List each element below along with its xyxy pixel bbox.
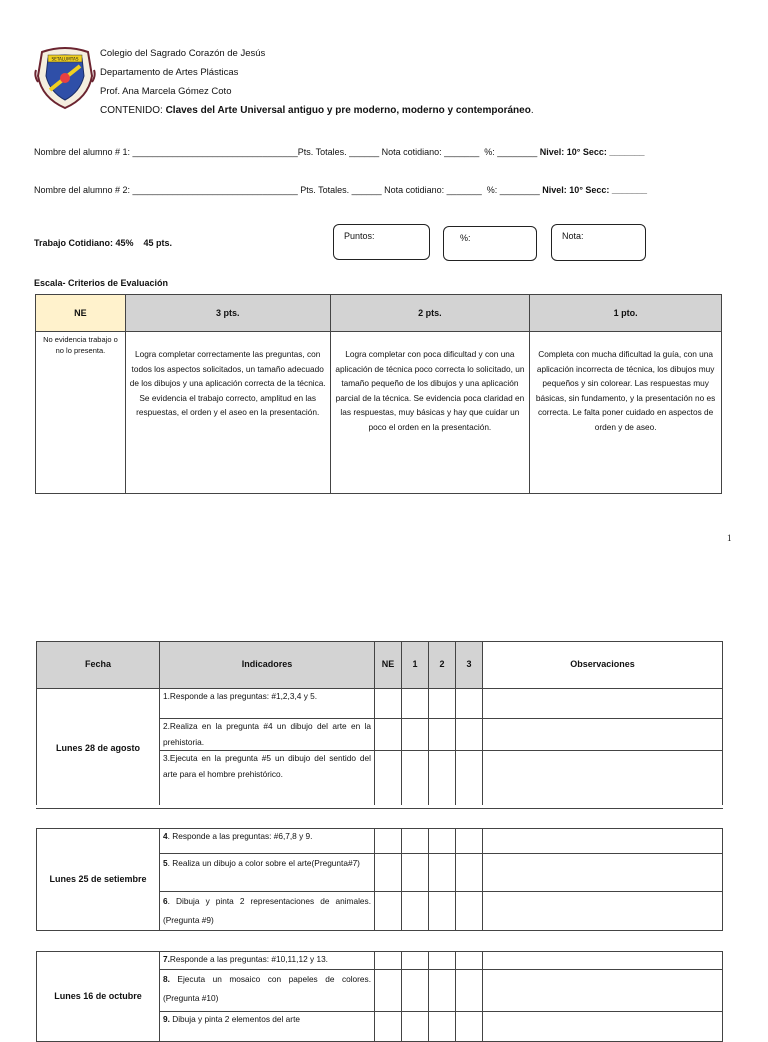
fecha-cell: Lunes 25 de setiembre xyxy=(37,829,160,931)
rubric-cell-2pts: Logra completar con poca dificultad y con una aplicación de técnica poco correcta lo solicitado, un tamaño pequeño de los dibujos y una aplicación parcial de la técnica. Se evidencia poca claridad en las respuestas, muy básicas y hay que cuidar un poco el orden en la presentación. xyxy=(330,332,530,494)
nota-box[interactable]: Nota: xyxy=(551,224,646,261)
score-ne-cell[interactable] xyxy=(375,1012,402,1042)
score-ne-cell[interactable] xyxy=(375,952,402,970)
student-2-line xyxy=(34,185,647,195)
student-2-pct[interactable]: %: ________ xyxy=(486,185,540,195)
indicator-text: Responde a las preguntas: #10,11,12 y 13. xyxy=(169,954,328,964)
rubric-criteria-row xyxy=(36,332,722,494)
table-row xyxy=(37,952,723,970)
observaciones-cell[interactable] xyxy=(483,892,723,931)
header-fecha: Fecha xyxy=(37,642,160,689)
score-1-cell[interactable] xyxy=(402,689,429,719)
rubric-header-2pts: 2 pts. xyxy=(330,295,530,332)
observaciones-cell[interactable] xyxy=(483,719,723,751)
score-2-cell[interactable] xyxy=(429,892,456,931)
table-row xyxy=(37,689,723,719)
score-ne-cell[interactable] xyxy=(375,970,402,1012)
page-break-mask xyxy=(30,805,730,808)
header-ne: NE xyxy=(375,642,402,689)
indicator-cell xyxy=(160,952,375,970)
indicators-table-2 xyxy=(36,828,723,931)
content-value: Claves del Arte Universal antiguo y pre moderno, moderno y contemporáneo xyxy=(165,105,531,116)
content-line xyxy=(100,105,534,117)
teacher-name: Prof. Ana Marcela Gómez Coto xyxy=(100,86,232,97)
rubric-header-ne: NE xyxy=(36,295,126,332)
score-1-cell[interactable] xyxy=(402,1012,429,1042)
header-indicadores: Indicadores xyxy=(160,642,375,689)
rubric-cell-3pts: Logra completar correctamente las preguntas, con todos los aspectos solicitados, un tamaño adecuado de los dibujos y una aplicación correcta de la técnica. Se evidencia el trabajo correcto, amplitud en las respuestas, el orden y el aseo en la presentación. xyxy=(125,332,330,494)
indicators-table-3 xyxy=(36,951,723,1042)
indicator-text: . Realiza un dibujo a color sobre el arte(Pregunta#7) xyxy=(167,858,360,868)
indicator-number: 5 xyxy=(163,858,168,868)
score-2-cell[interactable] xyxy=(429,751,456,809)
indicator-cell xyxy=(160,854,375,892)
score-1-cell[interactable] xyxy=(402,751,429,809)
indicator-text: Dibuja y pinta 2 elementos del arte xyxy=(169,1014,300,1024)
trabajo-cotidiano xyxy=(34,238,172,248)
score-3-cell[interactable] xyxy=(456,952,483,970)
department-name: Departamento de Artes Plásticas xyxy=(100,67,239,78)
score-3-cell[interactable] xyxy=(456,689,483,719)
student-1-name[interactable]: Nombre del alumno # 1: _________________________________ xyxy=(34,147,298,157)
score-1-cell[interactable] xyxy=(402,829,429,854)
score-1-cell[interactable] xyxy=(402,854,429,892)
score-2-cell[interactable] xyxy=(429,1012,456,1042)
indicator-cell xyxy=(160,829,375,854)
student-2-nivel[interactable]: Nivel: 10° Secc: _______ xyxy=(542,185,647,195)
indicator-text: . Dibuja y pinta 2 representaciones de animales.(Pregunta #9) xyxy=(163,896,371,925)
score-3-cell[interactable] xyxy=(456,892,483,931)
observaciones-cell[interactable] xyxy=(483,829,723,854)
header-observaciones: Observaciones xyxy=(483,642,723,689)
fecha-cell: Lunes 28 de agosto xyxy=(37,689,160,809)
indicator-text: Ejecuta un mosaico con papeles de colores. (Pregunta #10) xyxy=(163,974,371,1003)
trabajo-label: Trabajo Cotidiano: 45% xyxy=(34,238,134,248)
indicator-cell xyxy=(160,970,375,1012)
indicator-cell xyxy=(160,719,375,751)
content-end: . xyxy=(530,105,534,116)
observaciones-cell[interactable] xyxy=(483,952,723,970)
header-2: 2 xyxy=(429,642,456,689)
score-ne-cell[interactable] xyxy=(375,829,402,854)
score-2-cell[interactable] xyxy=(429,952,456,970)
rubric-header-row xyxy=(36,295,722,332)
svg-text:SETALUMTAS: SETALUMTAS xyxy=(51,56,79,62)
indicators-table-1 xyxy=(36,641,723,809)
indicator-number: 9. xyxy=(163,1014,170,1024)
score-ne-cell[interactable] xyxy=(375,751,402,809)
percent-box[interactable]: %: xyxy=(443,226,537,261)
indicator-number: 1. xyxy=(163,691,170,701)
indicator-text: Responde a las preguntas: #1,2,3,4 y 5. xyxy=(169,691,318,701)
rubric-header-1pto: 1 pto. xyxy=(530,295,722,332)
page-number: 1 xyxy=(727,533,732,543)
rubric-header-3pts: 3 pts. xyxy=(125,295,330,332)
escala-title: Escala- Criterios de Evaluación xyxy=(34,278,169,288)
rubric-cell-1pto: Completa con mucha dificultad la guía, con una aplicación incorrecta de técnica, los dibujos muy pequeños y sin colorear. Las respuestas muy básicas, sin fundamento, y la presentación no es correcta. Le falta poner cuidado en aspectos de orden y de aseo. xyxy=(530,332,722,494)
score-3-cell[interactable] xyxy=(456,751,483,809)
indicator-text: Realiza en la pregunta #4 un dibujo del arte en la prehistoria. xyxy=(163,721,371,747)
indicators-header-row xyxy=(37,642,723,689)
header-1: 1 xyxy=(402,642,429,689)
score-2-cell[interactable] xyxy=(429,970,456,1012)
student-1-nivel[interactable]: Nivel: 10° Secc: _______ xyxy=(539,147,645,157)
indicator-number: 7. xyxy=(163,954,170,964)
school-crest-logo xyxy=(34,46,96,110)
rubric-cell-ne: No evidencia trabajo o no lo presenta. xyxy=(36,332,126,494)
score-3-cell[interactable] xyxy=(456,1012,483,1042)
score-3-cell[interactable] xyxy=(456,970,483,1012)
header-3: 3 xyxy=(456,642,483,689)
score-ne-cell[interactable] xyxy=(375,719,402,751)
table-row xyxy=(37,829,723,854)
score-ne-cell[interactable] xyxy=(375,689,402,719)
observaciones-cell[interactable] xyxy=(483,970,723,1012)
student-1-line xyxy=(34,147,644,157)
score-1-cell[interactable] xyxy=(402,952,429,970)
score-2-cell[interactable] xyxy=(429,854,456,892)
indicator-number: 2. xyxy=(163,721,170,731)
student-1-pct[interactable]: %: ________ xyxy=(484,147,538,157)
score-3-cell[interactable] xyxy=(456,829,483,854)
score-1-cell[interactable] xyxy=(402,892,429,931)
indicator-cell xyxy=(160,1012,375,1042)
observaciones-cell[interactable] xyxy=(483,689,723,719)
indicator-number: 8. xyxy=(163,974,170,984)
score-1-cell[interactable] xyxy=(402,719,429,751)
score-3-cell[interactable] xyxy=(456,854,483,892)
observaciones-cell[interactable] xyxy=(483,751,723,809)
indicator-number: 3. xyxy=(163,753,170,763)
indicator-cell xyxy=(160,892,375,931)
score-2-cell[interactable] xyxy=(429,829,456,854)
score-1-cell[interactable] xyxy=(402,970,429,1012)
observaciones-cell[interactable] xyxy=(483,1012,723,1042)
score-ne-cell[interactable] xyxy=(375,854,402,892)
student-2-pts[interactable]: Pts. Totales. ______ Nota cotidiano: _______ xyxy=(300,185,482,195)
indicator-cell xyxy=(160,689,375,719)
indicator-number: 4 xyxy=(163,831,168,841)
fecha-cell: Lunes 16 de octubre xyxy=(37,952,160,1042)
observaciones-cell[interactable] xyxy=(483,854,723,892)
rubric-table xyxy=(35,294,722,494)
student-2-name[interactable]: Nombre del alumno # 2: _________________________________ xyxy=(34,185,298,195)
student-1-pts[interactable]: Pts. Totales. ______ Nota cotidiano: _______ xyxy=(297,147,480,157)
content-label: CONTENIDO: xyxy=(100,105,163,116)
indicator-text: . Responde a las preguntas: #6,7,8 y 9. xyxy=(167,831,313,841)
indicator-number: 6 xyxy=(163,896,168,906)
indicator-cell xyxy=(160,751,375,809)
score-ne-cell[interactable] xyxy=(375,892,402,931)
school-name: Colegio del Sagrado Corazón de Jesús xyxy=(100,48,266,59)
puntos-box[interactable]: Puntos: xyxy=(333,224,430,260)
score-2-cell[interactable] xyxy=(429,689,456,719)
indicator-text: Ejecuta en la pregunta #5 un dibujo del sentido del arte para el hombre prehistórico. xyxy=(163,753,371,779)
score-3-cell[interactable] xyxy=(456,719,483,751)
trabajo-pts: 45 pts. xyxy=(143,238,173,248)
score-2-cell[interactable] xyxy=(429,719,456,751)
